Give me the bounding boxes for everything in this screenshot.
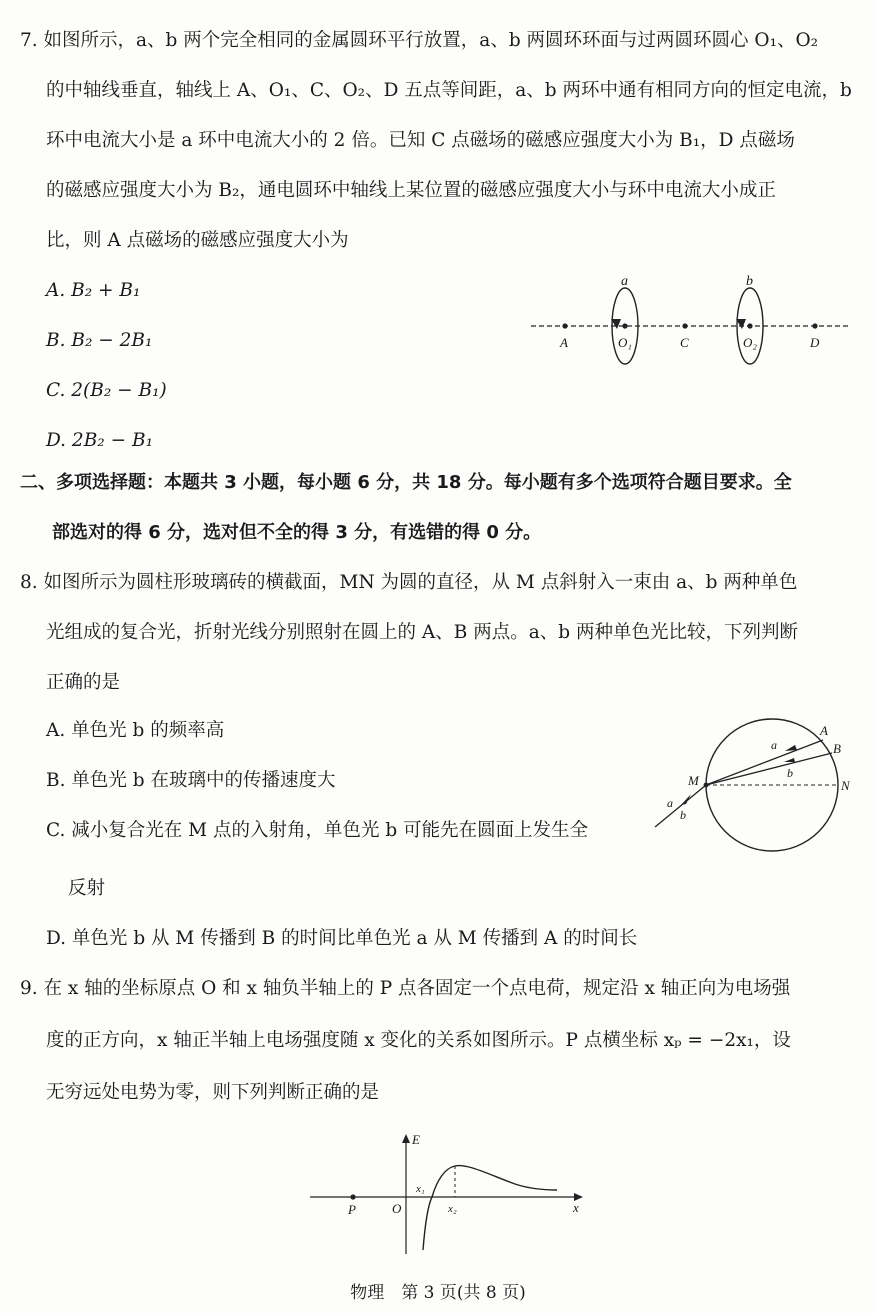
q8-line-1: 8. 如图所示为圆柱形玻璃砖的横截面，MN 为圆的直径，从 M 点斜射入一束由 a、b 两种单色 xyxy=(20,572,798,593)
q9-line-1: 9. 在 x 轴的坐标原点 O 和 x 轴负半轴上的 P 点各固定一个点电荷，规定沿 x 轴正向为电场强 xyxy=(20,978,791,999)
q7-label-ring-a: a xyxy=(621,274,628,289)
q7-label-ring-b: b xyxy=(746,274,753,289)
q7-point-c xyxy=(682,323,687,328)
q8-option-d: D. 单色光 b 从 M 传播到 B 的时间比单色光 a 从 M 传播到 A 的时间长 xyxy=(46,928,638,949)
q7-line-4: 的磁感应强度大小为 B₂，通电圆环中轴线上某位置的磁感应强度大小与环中电流大小成正 xyxy=(46,180,776,201)
q8-ray-b xyxy=(706,753,832,785)
q7-label-o1: O₁ xyxy=(618,335,632,350)
q8-ray-a xyxy=(706,740,823,785)
q8-label-ray-a: a xyxy=(771,738,777,752)
q7-option-a: A. B₂ + B₁ xyxy=(46,280,141,301)
q7-label-c: C xyxy=(680,335,689,350)
q8-label-ray-a-in: a xyxy=(667,796,673,810)
q9-label-e: E xyxy=(412,1132,420,1147)
q7-label-a: A xyxy=(560,335,568,350)
section2-line-2: 部选对的得 6 分，选对但不全的得 3 分，有选错的得 0 分。 xyxy=(52,522,542,543)
q8-label-m: M xyxy=(688,773,699,788)
q7-figure xyxy=(525,265,855,375)
q9-label-x: x xyxy=(573,1200,579,1215)
q8-arrow-b xyxy=(784,758,795,762)
q7-point-a xyxy=(562,323,567,328)
q9-label-o: O xyxy=(392,1201,402,1216)
q7-option-c: C. 2(B₂ − B₁) xyxy=(46,380,167,401)
q7-label-o2: O₂ xyxy=(743,335,757,350)
q7-line-3: 环中电流大小是 a 环中电流大小的 2 倍。已知 C 点磁场的磁感应强度大小为 B₁，D 点磁场 xyxy=(46,130,795,151)
q9-line-2: 度的正方向，x 轴正半轴上电场强度随 x 变化的关系如图所示。P 点横坐标 xₚ = −2x₁，设 xyxy=(46,1030,791,1051)
q9-curve xyxy=(423,1166,557,1250)
q8-option-a: A. 单色光 b 的频率高 xyxy=(46,720,225,741)
q8-label-ray-b: b xyxy=(787,766,793,780)
q8-point-m xyxy=(704,783,709,788)
q8-label-ray-b-in: b xyxy=(680,808,686,822)
q7-label-d: D xyxy=(810,335,820,350)
q8-line-3: 正确的是 xyxy=(46,672,121,693)
q8-arrow-a xyxy=(785,745,797,751)
q9-e-arrow xyxy=(402,1134,410,1143)
q8-figure xyxy=(645,715,855,860)
q8-label-a-point: A xyxy=(820,723,828,738)
q9-figure xyxy=(305,1130,595,1258)
q9-label-x2: x₂ xyxy=(448,1203,457,1215)
page-footer: 物理 第 3 页(共 8 页) xyxy=(350,1283,526,1303)
q8-arrow-in xyxy=(681,794,691,805)
q7-line-2: 的中轴线垂直，轴线上 A、O₁、C、O₂、D 五点等间距，a、b 两环中通有相同方向的恒定电流，b xyxy=(46,80,852,101)
q9-line-3: 无穷远处电势为零，则下列判断正确的是 xyxy=(46,1082,380,1103)
q9-label-p: P xyxy=(348,1202,356,1217)
q9-label-x1: x₁ xyxy=(416,1183,425,1195)
q8-line-2: 光组成的复合光，折射光线分别照射在圆上的 A、B 两点。a、b 两种单色光比较，下列判断 xyxy=(46,622,798,643)
q8-label-n: N xyxy=(841,778,850,793)
q7-line-5: 比，则 A 点磁场的磁感应强度大小为 xyxy=(46,230,349,251)
q7-option-d: D. 2B₂ − B₁ xyxy=(46,430,153,451)
q8-option-b: B. 单色光 b 在玻璃中的传播速度大 xyxy=(46,770,336,791)
q7-line-1: 7. 如图所示，a、b 两个完全相同的金属圆环平行放置，a、b 两圆环环面与过两圆环圆心 O₁、O₂ xyxy=(20,30,819,51)
q8-option-c: C. 减小复合光在 M 点的入射角，单色光 b 可能先在圆面上发生全 xyxy=(46,820,589,841)
q7-point-o1 xyxy=(622,323,627,328)
q8-label-b-point: B xyxy=(833,741,841,756)
q7-point-d xyxy=(812,323,817,328)
q7-point-o2 xyxy=(747,323,752,328)
q8-option-c-cont: 反射 xyxy=(68,878,106,899)
q7-option-b: B. B₂ − 2B₁ xyxy=(46,330,153,351)
q9-point-p xyxy=(350,1194,355,1199)
section2-line-1: 二、多项选择题：本题共 3 小题，每小题 6 分，共 18 分。每小题有多个选项符合题目要求。全 xyxy=(20,472,792,493)
